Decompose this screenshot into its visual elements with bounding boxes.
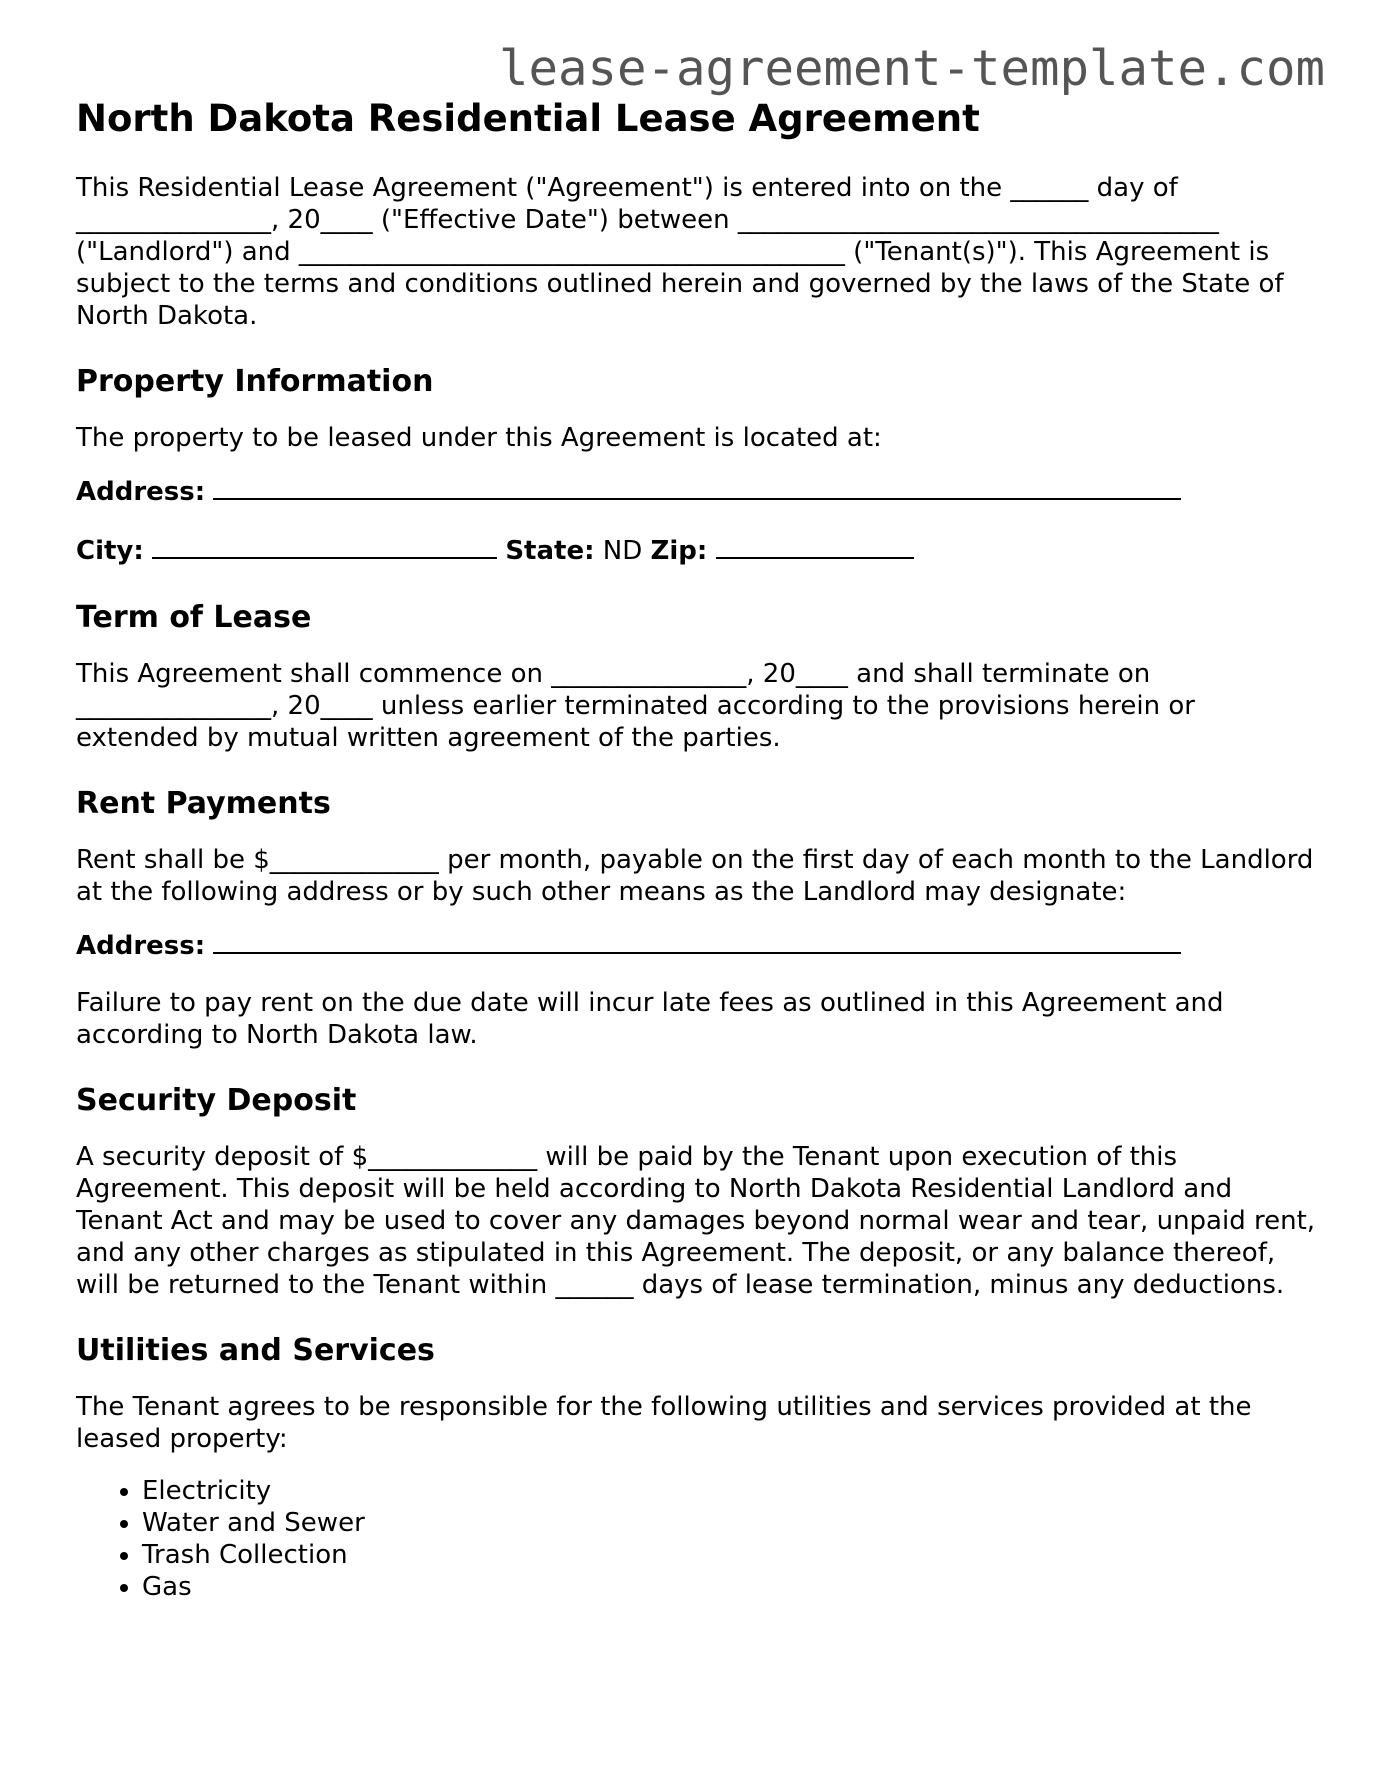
rent-heading: Rent Payments: [76, 786, 331, 821]
list-item: • Electricity: [142, 1475, 1316, 1507]
city-blank[interactable]: [152, 533, 497, 559]
rent-text: Rent shall be $_____________ per month, payable on the first day of each month to the Landlord at the following address or by such other means as the Landlord may designate:: [76, 845, 1314, 907]
property-address-label: Address:: [76, 477, 206, 507]
deposit-section: [76, 1081, 1316, 1301]
deposit-text: A security deposit of $_____________ will be paid by the Tenant upon execution of this Agreement. This deposit will be held according to North Dakota Residential Landlord and Tenant Act and may be used to cover any damages beyond normal wear and tear, unpaid rent, and any other charges as stipulated in this Agreement. The deposit, or any balance thereof, will be returned to the Tenant within ______ days of lease termination, minus any deductions.: [76, 1142, 1316, 1300]
deposit-heading: Security Deposit: [76, 1083, 357, 1118]
property-heading: Property Information: [76, 364, 434, 399]
property-address-blank[interactable]: [213, 474, 1181, 500]
document-body: [76, 96, 1316, 1603]
rent-section: [76, 784, 1316, 1051]
late-fee-text: Failure to pay rent on the due date will incur late fees as outlined in this Agreement and according to North Dakota law.: [76, 988, 1224, 1050]
state-value: ND: [602, 536, 643, 566]
utilities-heading: Utilities and Services: [76, 1333, 435, 1368]
list-item: • Water and Sewer: [142, 1507, 1316, 1539]
property-text: The property to be leased under this Agreement is located at:: [76, 423, 882, 453]
city-label: City:: [76, 536, 144, 566]
intro-paragraph: This Residential Lease Agreement ("Agreement") is entered into on the ______ day of _______________, 20____ ("Effective Date") between _____________________________________ ("Landlord") and __________________________________________ ("Tenant(s)"). This Agreement is subject to the terms and conditions outlined herein and governed by the laws of the State of North Dakota.: [76, 173, 1284, 331]
list-item: • Trash Collection: [142, 1539, 1316, 1571]
property-section: [76, 362, 1316, 568]
utilities-text: The Tenant agrees to be responsible for the following utilities and services provided at the leased property:: [76, 1392, 1252, 1454]
term-text: This Agreement shall commence on _______________, 20____ and shall terminate on _______________, 20____ unless earlier terminated according to the provisions herein or extended by mutual written agreement of the parties.: [76, 659, 1195, 753]
document-title: North Dakota Residential Lease Agreement: [76, 97, 980, 140]
rent-address-blank[interactable]: [213, 928, 1181, 954]
utilities-list: [76, 1475, 1316, 1603]
watermark-site-name: lease-agreement-template.com: [498, 40, 1325, 97]
utilities-section: [76, 1331, 1316, 1603]
term-heading: Term of Lease: [76, 600, 312, 635]
term-section: [76, 598, 1316, 754]
city-state-zip-line: [76, 533, 1316, 568]
zip-label: Zip:: [650, 536, 708, 566]
state-label: State:: [505, 536, 595, 566]
zip-blank[interactable]: [716, 533, 914, 559]
rent-address-label: Address:: [76, 931, 206, 961]
property-address-line: [76, 474, 1316, 509]
rent-address-line: [76, 928, 1316, 963]
list-item: • Gas: [142, 1571, 1316, 1603]
